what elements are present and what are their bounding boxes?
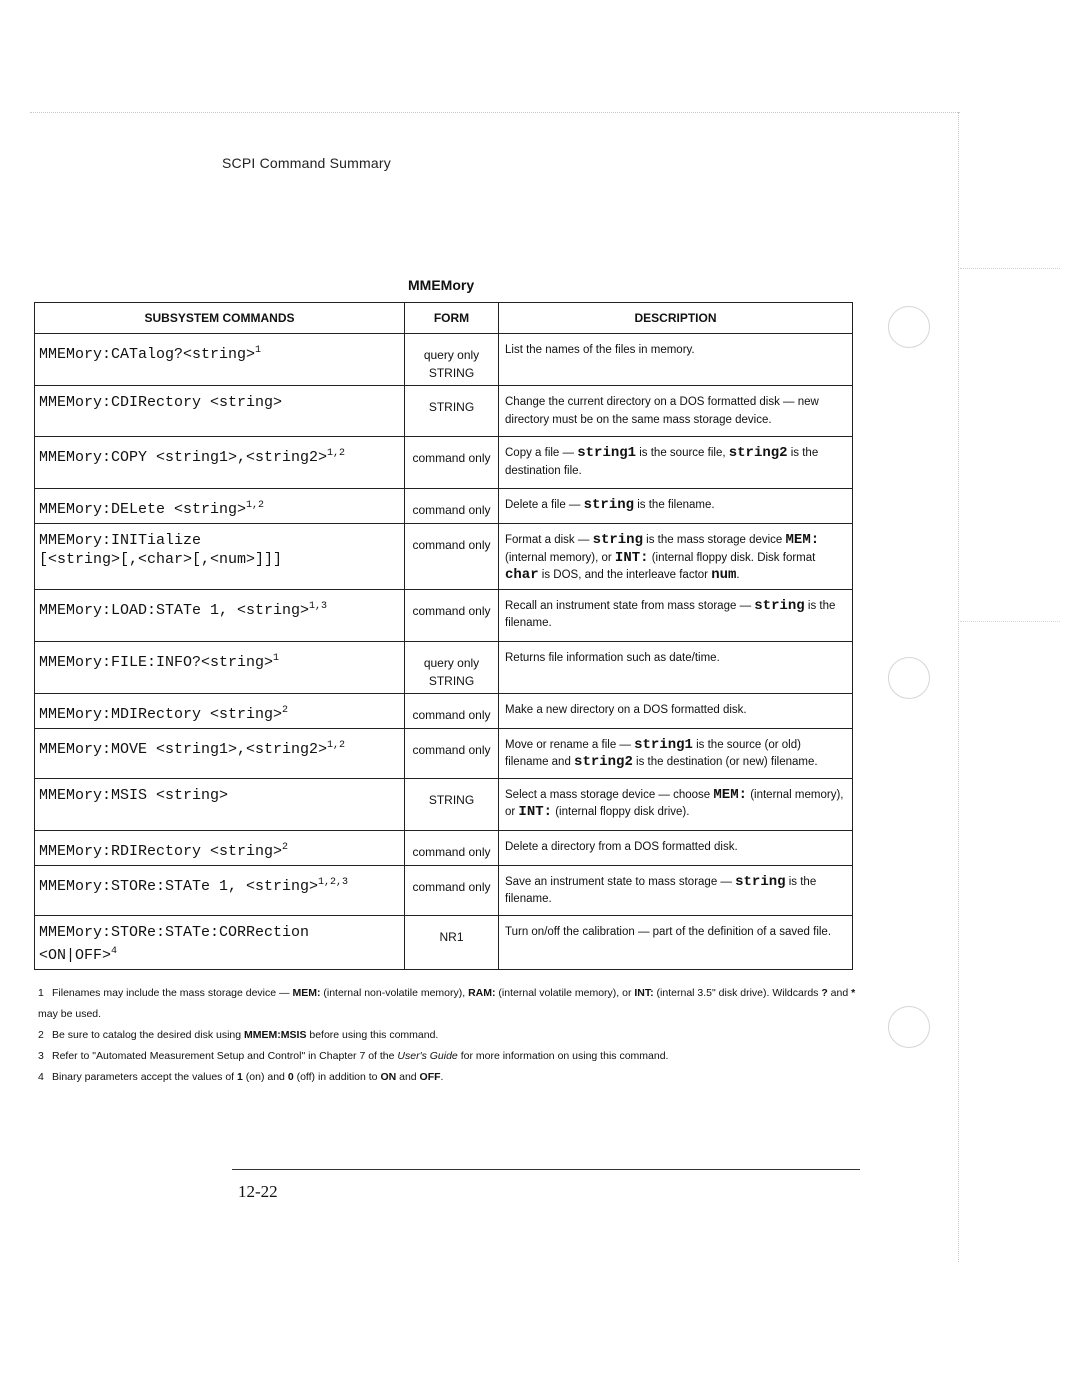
- description-text: is the filename.: [505, 875, 817, 905]
- command-text: MMEMory:FILE:INFO?<string>: [39, 653, 274, 671]
- page-edge-mark: [960, 621, 1060, 622]
- table-row: [35, 641, 853, 693]
- command-cell: [35, 524, 405, 590]
- description-text: is the destination (or new) filename.: [632, 756, 818, 768]
- description-text: Move or rename a file —: [505, 738, 635, 751]
- form-text: NR1: [439, 929, 464, 944]
- command-cell: [35, 915, 405, 969]
- form-text: STRING: [428, 400, 475, 414]
- form-text: STRING: [428, 792, 475, 807]
- form-cell: [405, 489, 499, 524]
- parameter-name: string2: [574, 754, 633, 770]
- command-text: MMEMory:MOVE <string1>,<string2>: [39, 740, 328, 758]
- command-cell: [35, 437, 405, 489]
- command-text-continued: [<string>[,<char>[,<num>]]]: [39, 551, 283, 568]
- command-text: MMEMory:INITialize: [39, 532, 202, 549]
- footnote-number: 2: [38, 1029, 44, 1041]
- description-text: is the source file,: [636, 447, 729, 459]
- description-text: is the source (or old) filename and: [505, 738, 801, 768]
- description-cell: [499, 641, 853, 693]
- description-text: is the filename.: [505, 599, 836, 629]
- description-text: is DOS, and the interleave factor: [538, 569, 712, 581]
- form-cell: [405, 589, 499, 641]
- form-text: command only: [412, 844, 491, 859]
- form-text: query only: [423, 348, 480, 362]
- command-text: MMEMory:MSIS <string>: [39, 786, 229, 804]
- description-text: Format a disk —: [505, 534, 593, 546]
- command-text: MMEMory:STORe:STATe 1, <string>: [39, 877, 319, 895]
- form-cell: [405, 386, 499, 437]
- description-cell: [499, 334, 853, 386]
- footnote-text: and: [396, 1071, 420, 1083]
- description-cell: [499, 865, 853, 915]
- description-text: Delete a file —: [505, 499, 584, 511]
- table-row: [35, 386, 853, 437]
- command-text: MMEMory:COPY <string1>,<string2>: [39, 449, 328, 466]
- parameter-name: num: [711, 567, 737, 583]
- footnote-text: (off) in addition to: [293, 1071, 381, 1083]
- description-cell: [499, 830, 853, 865]
- parameter-name: string: [735, 873, 786, 890]
- description-text: Select a mass storage device — choose: [505, 788, 714, 801]
- command-cell: [35, 489, 405, 524]
- footnote-text: for more information on using this command.: [457, 1050, 669, 1062]
- description-cell: [499, 693, 853, 728]
- footnote-ref: 1,2,3: [318, 876, 349, 888]
- footnote-text: Refer to "Automated Measurement Setup and Control" in Chapter 7 of the: [52, 1050, 398, 1062]
- section-header: SCPI Command Summary: [222, 155, 391, 171]
- binder-hole: [888, 306, 930, 348]
- footnote-ref: 2: [282, 841, 289, 853]
- footnote-text: MEM:: [292, 987, 321, 999]
- form-cell: [405, 915, 499, 969]
- description-text: is the mass storage device: [642, 534, 786, 546]
- footnote: [38, 1067, 858, 1088]
- form-cell: [405, 641, 499, 693]
- command-cell: [35, 865, 405, 915]
- column-header-commands: SUBSYSTEM COMMANDS: [35, 303, 405, 334]
- description-text: Recall an instrument state from mass storage —: [505, 599, 755, 612]
- table-row: [35, 334, 853, 386]
- footnote-number: 4: [38, 1071, 44, 1083]
- footnote-text: before using this command.: [306, 1029, 439, 1041]
- footnote-ref: 1: [255, 345, 262, 356]
- description-cell: [499, 915, 853, 969]
- footnote-ref: 1,2: [327, 739, 346, 751]
- form-text: command only: [412, 538, 491, 552]
- footnote-text: ON: [380, 1071, 397, 1083]
- parameter-name: string: [754, 597, 805, 614]
- form-cell: [405, 334, 499, 386]
- footnote-text: User's Guide: [397, 1050, 458, 1062]
- table-row: [35, 524, 853, 590]
- form-text: command only: [412, 451, 491, 465]
- footnote-ref: 1,2: [327, 448, 346, 459]
- footnote-text: *: [851, 987, 856, 999]
- description-text: Make a new directory on a DOS formatted disk.: [505, 703, 747, 716]
- footnotes: [38, 983, 858, 1088]
- table-row: [35, 778, 853, 830]
- description-text: is the destination file.: [505, 447, 819, 477]
- description-cell: [499, 437, 853, 489]
- form-text: query only: [423, 655, 480, 670]
- form-text-secondary: STRING: [428, 673, 475, 688]
- form-cell: [405, 437, 499, 489]
- description-cell: [499, 386, 853, 437]
- page-edge-right: [958, 112, 959, 1262]
- command-cell: [35, 830, 405, 865]
- form-cell: [405, 830, 499, 865]
- footnote-text: Binary parameters accept the values of: [52, 1071, 238, 1083]
- form-cell: [405, 728, 499, 778]
- parameter-name: INT:: [614, 549, 649, 566]
- description-text: (internal floppy disk. Disk format: [648, 551, 816, 564]
- page-number: 12-22: [238, 1182, 278, 1201]
- footnote-text: ?: [821, 987, 828, 999]
- parameter-name: string2: [728, 445, 788, 461]
- description-text: (internal memory), or: [505, 788, 844, 818]
- form-cell: [405, 524, 499, 590]
- page-edge-mark: [960, 268, 1060, 269]
- command-text: MMEMory:DELete <string>: [39, 501, 247, 518]
- table-header-row: [35, 303, 853, 334]
- command-cell: [35, 693, 405, 728]
- parameter-name: MEM:: [713, 786, 747, 803]
- footnote-text: (internal non-volatile memory),: [320, 987, 469, 999]
- command-text: MMEMory:MDIRectory <string>: [39, 705, 283, 723]
- parameter-name: string1: [634, 736, 693, 753]
- footnote-number: 3: [38, 1050, 44, 1062]
- parameter-name: MEM:: [785, 532, 820, 548]
- footnote-text: MMEM:MSIS: [244, 1029, 307, 1041]
- footnote-text: and: [827, 987, 852, 999]
- table-title: MMEMory: [408, 277, 475, 293]
- binder-hole: [888, 1006, 930, 1048]
- description-text: Turn on/off the calibration — part of the definition of a saved file.: [505, 925, 832, 938]
- parameter-name: string: [592, 532, 643, 548]
- table-row: [35, 915, 853, 969]
- description-text: (internal floppy disk drive).: [552, 806, 690, 818]
- description-cell: [499, 489, 853, 524]
- column-header-description: DESCRIPTION: [499, 303, 853, 334]
- description-cell: [499, 524, 853, 590]
- binder-hole: [888, 657, 930, 699]
- column-header-form: FORM: [405, 303, 499, 334]
- command-table: [34, 302, 853, 970]
- parameter-name: INT:: [518, 804, 553, 820]
- description-text: Copy a file —: [505, 447, 578, 459]
- form-text: command only: [412, 742, 491, 757]
- table-row: [35, 589, 853, 641]
- footnote: [38, 1025, 858, 1046]
- command-text: MMEMory:RDIRectory <string>: [39, 842, 283, 860]
- footnote-number: 1: [38, 987, 44, 999]
- table-row: [35, 693, 853, 728]
- table-row: [35, 830, 853, 865]
- form-text-secondary: STRING: [428, 366, 475, 380]
- description-text: is the filename.: [634, 499, 715, 511]
- description-text: .: [736, 569, 740, 581]
- footnote-text: INT:: [634, 987, 654, 999]
- form-text: command only: [412, 707, 491, 722]
- table-row: [35, 728, 853, 778]
- parameter-name: string1: [577, 445, 637, 461]
- footnote-ref: 1,3: [309, 600, 328, 612]
- table-row: [35, 437, 853, 489]
- description-cell: [499, 728, 853, 778]
- parameter-name: char: [505, 567, 539, 583]
- form-cell: [405, 865, 499, 915]
- form-cell: [405, 693, 499, 728]
- description-text: Change the current directory on a DOS formatted disk — new directory must be on the same mass storage device.: [505, 396, 819, 426]
- description-text: Delete a directory from a DOS formatted disk.: [505, 840, 738, 853]
- command-text-continued: <ON|OFF>: [39, 946, 112, 964]
- footnote-ref: 4: [111, 945, 118, 957]
- form-text: command only: [412, 503, 491, 517]
- footnote-text: (internal volatile memory), or: [495, 987, 635, 999]
- footnote-text: (on) and: [242, 1071, 288, 1083]
- table-row: [35, 489, 853, 524]
- command-cell: [35, 778, 405, 830]
- footnote-text: (internal 3.5" disk drive). Wildcards: [653, 987, 822, 999]
- footnote-text: Be sure to catalog the desired disk using: [52, 1029, 245, 1041]
- footnote: [38, 983, 858, 1025]
- footnote: [38, 1046, 858, 1067]
- footnote-ref: 1,2: [246, 500, 265, 511]
- parameter-name: string: [583, 497, 635, 513]
- footer-rule: [232, 1169, 860, 1170]
- command-cell: [35, 386, 405, 437]
- footnote-text: Filenames may include the mass storage device —: [52, 987, 293, 999]
- footnote-text: RAM:: [468, 987, 496, 999]
- command-text: MMEMory:CDIRectory <string>: [39, 394, 283, 411]
- command-cell: [35, 589, 405, 641]
- command-text: MMEMory:CATalog?<string>: [39, 346, 256, 363]
- command-text: MMEMory:LOAD:STATe 1, <string>: [39, 601, 310, 619]
- description-text: (internal memory), or: [505, 551, 615, 564]
- footnote-text: .: [440, 1071, 444, 1083]
- page-edge-top: [30, 112, 960, 113]
- form-text: command only: [412, 879, 491, 894]
- description-cell: [499, 589, 853, 641]
- footnote-text: 0: [287, 1071, 294, 1083]
- footnote-text: may be used.: [38, 1008, 102, 1020]
- table-row: [35, 865, 853, 915]
- form-cell: [405, 778, 499, 830]
- form-text: command only: [412, 603, 491, 618]
- description-text: Save an instrument state to mass storage —: [505, 875, 736, 888]
- footnote-text: 1: [237, 1071, 243, 1083]
- footnote-ref: 1: [273, 652, 280, 664]
- command-text: MMEMory:STORe:STATe:CORRection: [39, 923, 310, 941]
- description-text: List the names of the files in memory.: [505, 344, 695, 356]
- footnote-ref: 2: [282, 704, 289, 716]
- command-cell: [35, 641, 405, 693]
- command-cell: [35, 334, 405, 386]
- command-cell: [35, 728, 405, 778]
- description-cell: [499, 778, 853, 830]
- description-text: Returns file information such as date/time.: [505, 651, 720, 664]
- footnote-text: OFF: [419, 1071, 441, 1083]
